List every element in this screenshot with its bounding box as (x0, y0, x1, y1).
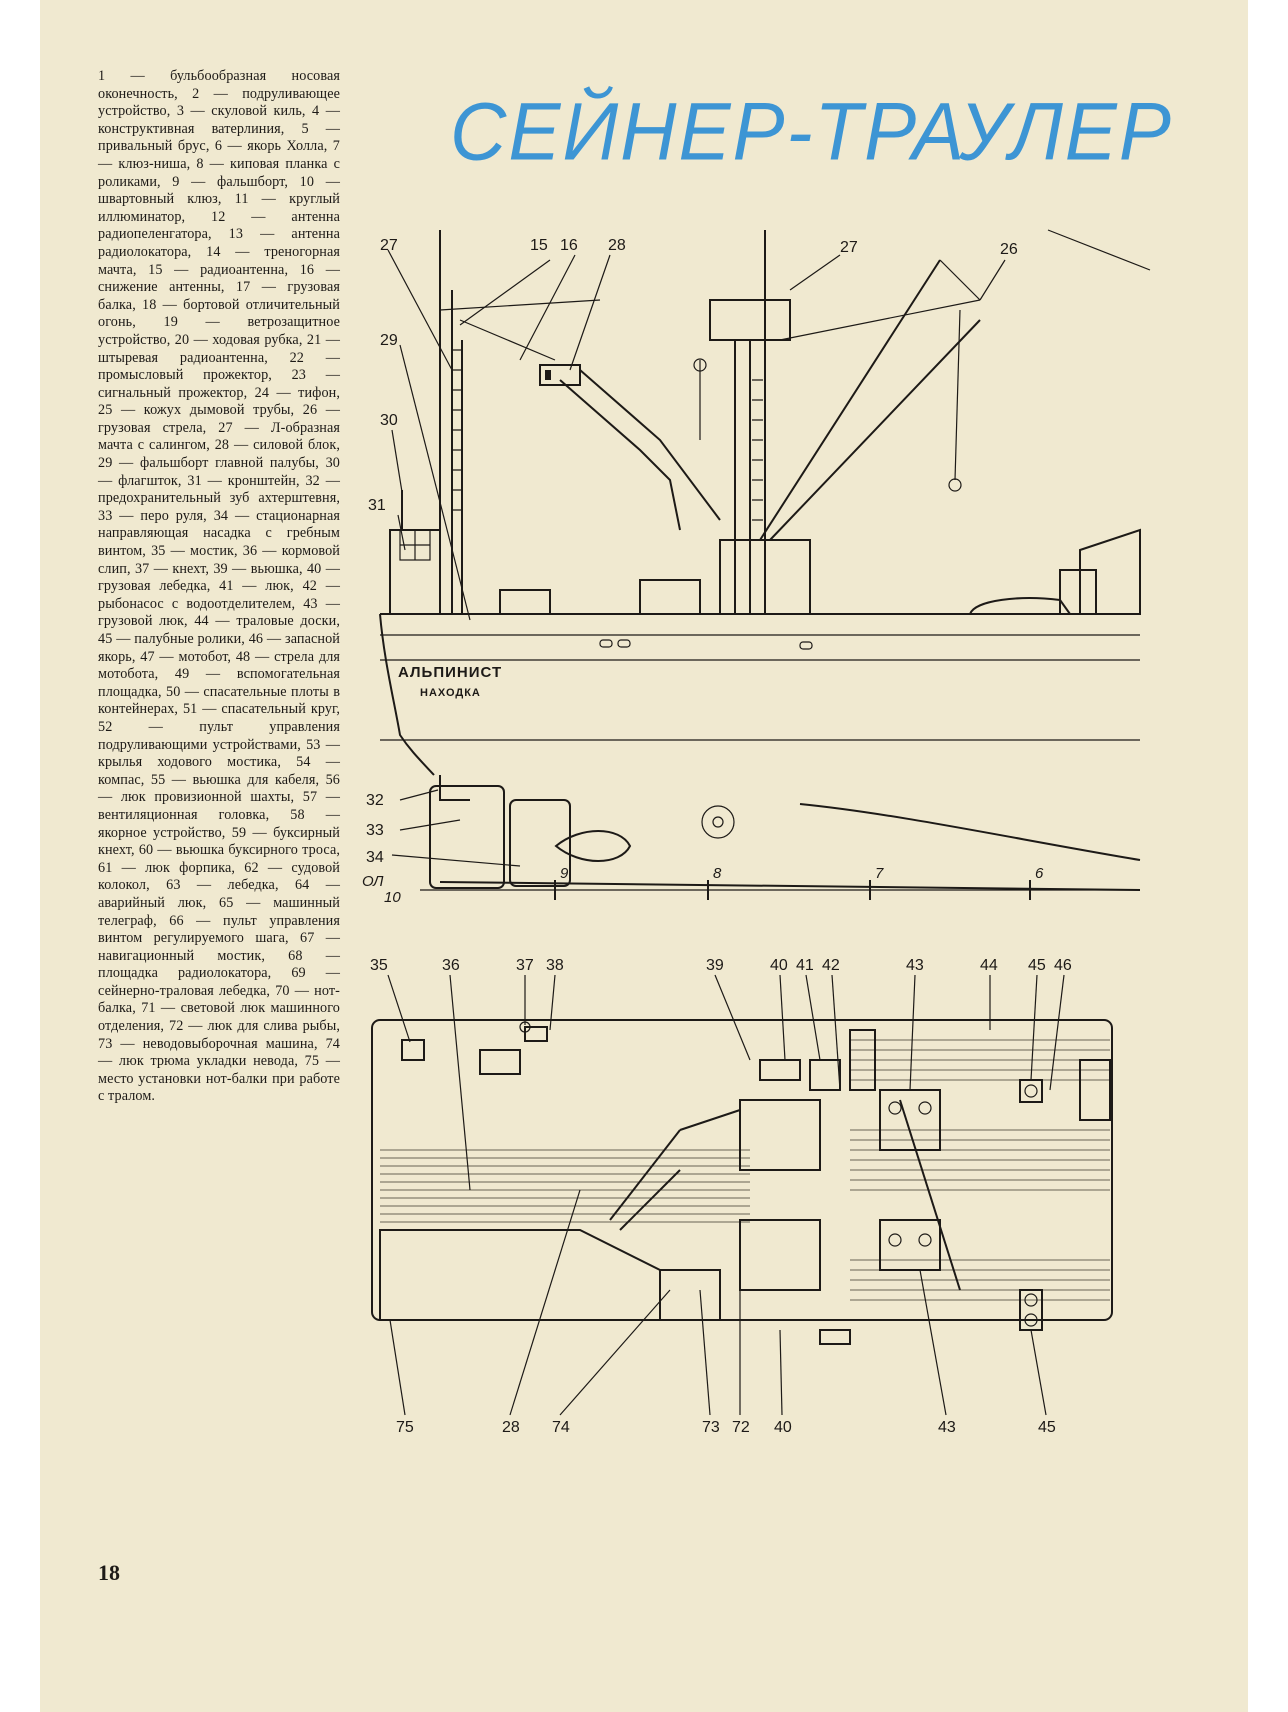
mini-hatch (402, 1040, 424, 1060)
cargo-hatch-1 (880, 1090, 940, 1150)
label-31: 31 (368, 497, 386, 514)
cargo-boom (760, 260, 940, 540)
deck-roller (1020, 1080, 1042, 1102)
page-margin-right (1248, 0, 1288, 1712)
page-number: 18 (98, 1560, 120, 1585)
label-ol-10: 10 (384, 889, 401, 906)
cargo-hatch-2 (880, 1220, 940, 1270)
frame-8: 8 (713, 865, 722, 882)
frame-7: 7 (875, 865, 884, 882)
label-35: 35 (370, 957, 388, 974)
bilge-keel (800, 804, 1140, 860)
label-30: 30 (380, 412, 398, 429)
label-42: 42 (822, 957, 840, 974)
bow-thruster-icon (702, 806, 734, 838)
side-view (362, 230, 1150, 906)
label-43-bottom: 43 (938, 1419, 956, 1436)
stern-slip (380, 1230, 660, 1320)
label-15: 15 (530, 237, 548, 254)
label-72: 72 (732, 1419, 750, 1436)
label-32: 32 (366, 792, 384, 809)
label-29: 29 (380, 332, 398, 349)
label-75: 75 (396, 1419, 414, 1436)
page-margin-left (0, 0, 40, 1712)
home-port: НАХОДКА (420, 687, 481, 699)
hatch (480, 1050, 520, 1074)
ship-name: АЛЬПИНИСТ (398, 664, 503, 681)
label-74: 74 (552, 1419, 570, 1436)
label-43-top: 43 (906, 957, 924, 974)
crow-nest (710, 300, 790, 340)
label-26: 26 (1000, 241, 1018, 258)
legend-text: 1 — бульбообразная носовая оконечность, 2 — подруливающее устройство, 3 — скуловой киль, 4 — конструктивная ватерлиния, 5 — привальный брус, 6 — якорь Холла, 7 — клюз-ниша, 8 — киповая планка с роликами, 9 — фальшборт, 10 — швартовный клюз, 11 — круглый иллюминатор, 12 — антенна радиопеленгатора, 13 — антенна радиолокатора, 14 — треногорная мачта, 15 — радиоантенна, 16 — снижение антенны, 17 — грузовая балка, 18 — бортовой отличительный огонь, 19 — ветрозащитное устройство, 20 — ходовая рубка, 21 — штыревая радиоантенна, 22 — промысловый прожектор, 23 — сигнальный прожектор, 24 — тифон, 25 — кожух дымовой трубы, 26 — грузовая стрела, 27 — Л-образная мачта с салингом, 28 — силовой блок, 29 — фальшборт главной палубы, 30 — флагшток, 31 — кронштейн, 32 — предохранительный зуб ахтерштевня, 33 — перо руля, 34 — стационарная направляющая насадка с гребным винтом, 35 — мостик, 36 — кормовой слип, 37 — кнехт, 39 — вьюшка, 40 — грузовая лебедка, 41 — люк, 42 — рыбонасос с водоотделителем, 43 — грузовой люк, 44 — траловые доски, 45 — палубные ролики, 46 — запасной якорь, 47 — мотобот, 48 — стрела для мотобота, 49 — вспомогательная площадка, 50 — спасательные плоты в контейнерах, 51 — спасательный круг, 52 — пульт управления подруливающими устройствами, 53 — крылья ходового мостика, 54 — компас, 55 — вьюшка для кабеля, 56 — люк провизионной шахты, 57 — вентиляционная головка, 58 — якорное устройство, 59 — буксирный кнехт, 60 — вьюшка буксирного троса, 61 — люк форпика, 62 — судовой колокол, 63 — лебедка, 64 — аварийный люк, 65 — машинный телеграф, 66 — пульт управления винтом регулируемого шага, 67 — навигационный мостик, 68 — площадка радиолокатора, 69 — сейнерно-траловая лебедка, 70 — нот-балка, 71 — световой люк машинного отделения, 72 — люк для слива рыбы, 73 — неводовыборочная машина, 74 — люк трюма укладки невода, 75 — место установки нот-балки при работе с тралом. (98, 68, 340, 1105)
power-block-crane (560, 380, 680, 530)
label-16: 16 (560, 237, 578, 254)
label-45-top: 45 (1028, 957, 1046, 974)
article-title: СЕЙНЕР-ТРАУЛЕР (450, 84, 1173, 178)
label-27-left: 27 (380, 237, 398, 254)
label-ol: ОЛ (362, 873, 384, 890)
label-39: 39 (706, 957, 724, 974)
label-37: 37 (516, 957, 534, 974)
net-machine (660, 1270, 720, 1320)
label-28-bottom: 28 (502, 1419, 520, 1436)
label-27-right: 27 (840, 239, 858, 256)
label-46: 46 (1054, 957, 1072, 974)
label-40-top: 40 (770, 957, 788, 974)
propeller-hub (556, 831, 630, 861)
label-36: 36 (442, 957, 460, 974)
label-40-bottom: 40 (774, 1419, 792, 1436)
ship-drawing (362, 230, 1210, 1580)
label-34: 34 (366, 849, 384, 866)
label-44: 44 (980, 957, 998, 974)
label-33: 33 (366, 822, 384, 839)
label-28-top: 28 (608, 237, 626, 254)
label-73: 73 (702, 1419, 720, 1436)
frame-6: 6 (1035, 865, 1044, 882)
winch-block (740, 1100, 820, 1170)
label-45-bottom: 45 (1038, 1419, 1056, 1436)
label-38: 38 (546, 957, 564, 974)
rudder (430, 786, 504, 888)
frame-9: 9 (560, 865, 569, 882)
label-41: 41 (796, 957, 814, 974)
deck-plan (370, 957, 1112, 1436)
